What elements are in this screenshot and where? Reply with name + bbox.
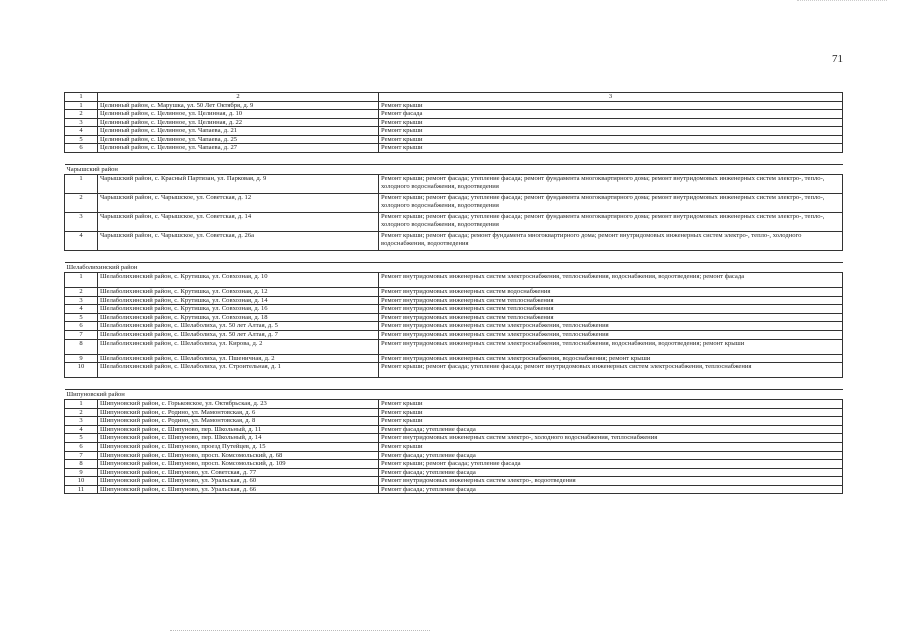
address-cell: Шелаболихинский район, с. Шелаболиха, ул. 50 лет Алтая, д. 5	[98, 322, 379, 331]
work-type-cell: Ремонт внутридомовых инженерных систем электроснабжения, водоснабжения; ремонт крыши	[379, 354, 843, 363]
work-type-cell: Ремонт крыши	[379, 408, 843, 417]
table-row	[65, 339, 843, 354]
work-type-cell: Ремонт внутридомовых инженерных систем электроснабжения, теплоснабжения	[379, 322, 843, 331]
work-type-cell: Ремонт внутридомовых инженерных систем электро-, водоотведения	[379, 477, 843, 486]
address-cell: Чарышский район, с. Чарышское, ул. Советская, д. 14	[98, 213, 379, 232]
work-type-cell: Ремонт крыши	[379, 417, 843, 426]
address-cell: Шелаболихинский район, с. Шелаболиха, ул. Строительная, д. 1	[98, 363, 379, 378]
row-number-cell: 4	[65, 127, 98, 136]
table-row	[65, 451, 843, 460]
row-number-cell: 10	[65, 477, 98, 486]
row-number-cell: 3	[65, 118, 98, 127]
header-col-1: 1	[65, 93, 98, 102]
row-number-cell: 3	[65, 213, 98, 232]
row-number-cell: 9	[65, 468, 98, 477]
section-gap	[65, 153, 843, 165]
scan-edge-mark	[797, 0, 887, 2]
address-cell: Шипуновский район, с. Горьковское, ул. Октябрьская, д. 23	[98, 400, 379, 409]
district-heading-row	[65, 165, 843, 175]
table-row	[65, 330, 843, 339]
address-cell: Целинный район, с. Целинное, ул. Чапаева, д. 21	[98, 127, 379, 136]
address-cell: Шелаболихинский район, с. Шелаболиха, ул. Пшеничная, д. 2	[98, 354, 379, 363]
section-gap-cell	[65, 378, 843, 390]
address-cell: Целинный район, с. Целинное, ул. Целинная, д. 22	[98, 118, 379, 127]
section-gap	[65, 378, 843, 390]
address-cell: Целинный район, с. Марушка, ул. 50 Лет Октября, д. 9	[98, 101, 379, 110]
address-cell: Целинный район, с. Целинное, ул. Чапаева, д. 25	[98, 135, 379, 144]
table-row	[65, 213, 843, 232]
table-row	[65, 305, 843, 314]
scan-artifact	[170, 630, 430, 632]
work-type-cell: Ремонт крыши; ремонт фасада; ремонт фундамента многоквартирного дома; ремонт внутридомовых инженерных систем электро-, тепло-, холодного водоснабжения, водоотведения	[379, 232, 843, 251]
table-row	[65, 460, 843, 469]
address-cell: Шипуновский район, с. Родино, ул. Мамонтовская, д. 6	[98, 408, 379, 417]
section-gap-cell	[65, 153, 843, 165]
work-type-cell: Ремонт фасада; утепление фасада	[379, 425, 843, 434]
table-row	[65, 232, 843, 251]
district-heading: Чарышский район	[65, 165, 843, 175]
row-number-cell: 4	[65, 425, 98, 434]
page-number: 71	[832, 53, 843, 65]
table-body	[65, 93, 843, 494]
header-col-2: 2	[98, 93, 379, 102]
address-cell: Шелаболихинский район, с. Крутишка, ул. Совхозная, д. 16	[98, 305, 379, 314]
table-row	[65, 110, 843, 119]
row-number-cell: 1	[65, 400, 98, 409]
address-cell: Шипуновский район, с. Шипуново, просп. Комсомольский, д. 109	[98, 460, 379, 469]
table-row	[65, 363, 843, 378]
district-heading: Шипуновский район	[65, 390, 843, 400]
work-type-cell: Ремонт внутридомовых инженерных систем электроснабжения, теплоснабжения	[379, 330, 843, 339]
address-cell: Шелаболихинский район, с. Крутишка, ул. Совхозная, д. 12	[98, 288, 379, 297]
header-col-3: 3	[379, 93, 843, 102]
table-row	[65, 194, 843, 213]
row-number-cell: 10	[65, 363, 98, 378]
row-number-cell: 8	[65, 339, 98, 354]
district-heading: Шелаболихинский район	[65, 263, 843, 273]
table-row	[65, 101, 843, 110]
table-row	[65, 175, 843, 194]
address-cell: Шелаболихинский район, с. Шелаболиха, ул. 50 лет Алтая, д. 7	[98, 330, 379, 339]
table-row	[65, 273, 843, 288]
work-type-cell: Ремонт крыши; ремонт фасада; утепление фасада; ремонт фундамента многоквартирного дома; ремонт внутридомовых инженерных систем электро-, тепло-, холодного водоснабжения, водоотведения	[379, 175, 843, 194]
work-type-cell: Ремонт внутридомовых инженерных систем теплоснабжения	[379, 296, 843, 305]
row-number-cell: 1	[65, 101, 98, 110]
work-type-cell: Ремонт крыши; ремонт фасада; утепление фасада; ремонт внутридомовых инженерных систем электроснабжения, теплоснабжения	[379, 363, 843, 378]
work-type-cell: Ремонт крыши; ремонт фасада; утепление фасада; ремонт фундамента многоквартирного дома; ремонт внутридомовых инженерных систем электро-, тепло-, холодного водоснабжения, водоотведения	[379, 213, 843, 232]
section-gap-cell	[65, 251, 843, 263]
work-type-cell: Ремонт внутридомовых инженерных систем теплоснабжения	[379, 305, 843, 314]
work-type-cell: Ремонт фасада	[379, 110, 843, 119]
work-type-cell: Ремонт фасада; утепление фасада	[379, 468, 843, 477]
row-number-cell: 3	[65, 296, 98, 305]
table-row	[65, 434, 843, 443]
address-cell: Целинный район, с. Целинное, ул. Целинная, д. 10	[98, 110, 379, 119]
district-heading-row	[65, 390, 843, 400]
address-cell: Шипуновский район, с. Шипуново, просп. Комсомольский, д. 68	[98, 451, 379, 460]
row-number-cell: 5	[65, 434, 98, 443]
work-type-cell: Ремонт крыши; ремонт фасада; утепление фасада; ремонт фундамента многоквартирного дома; ремонт внутридомовых инженерных систем электро-, тепло-, холодного водоснабжения, водоотведения	[379, 194, 843, 213]
address-cell: Шипуновский район, с. Шипуново, проезд Путейцев, д. 15	[98, 442, 379, 451]
row-number-cell: 2	[65, 110, 98, 119]
table-row	[65, 425, 843, 434]
address-cell: Шипуновский район, с. Шипуново, ул. Советская, д. 77	[98, 468, 379, 477]
row-number-cell: 6	[65, 322, 98, 331]
column-number-header	[65, 93, 843, 102]
work-type-cell: Ремонт внутридомовых инженерных систем водоснабжения	[379, 288, 843, 297]
address-cell: Целинный район, с. Целинное, ул. Чапаева, д. 27	[98, 144, 379, 153]
row-number-cell: 1	[65, 273, 98, 288]
table-row	[65, 408, 843, 417]
work-type-cell: Ремонт крыши; ремонт фасада; утепление фасада	[379, 460, 843, 469]
row-number-cell: 4	[65, 305, 98, 314]
table-row	[65, 144, 843, 153]
row-number-cell: 11	[65, 485, 98, 494]
table-row	[65, 417, 843, 426]
row-number-cell: 2	[65, 408, 98, 417]
work-type-cell: Ремонт внутридомовых инженерных систем электроснабжения, теплоснабжения, водоснабжения, водоотведения; ремонт крыши	[379, 339, 843, 354]
address-cell: Шипуновский район, с. Шипуново, пер. Школьный, д. 11	[98, 425, 379, 434]
work-type-cell: Ремонт внутридомовых инженерных систем теплоснабжения	[379, 313, 843, 322]
work-type-cell: Ремонт внутридомовых инженерных систем электро-, холодного водоснабжения, теплоснабжения	[379, 434, 843, 443]
table-row	[65, 127, 843, 136]
row-number-cell: 3	[65, 417, 98, 426]
work-type-cell: Ремонт крыши	[379, 127, 843, 136]
work-type-cell: Ремонт крыши	[379, 118, 843, 127]
work-type-cell: Ремонт внутридомовых инженерных систем электроснабжения, теплоснабжения, водоснабжения, водоотведения; ремонт фасада	[379, 273, 843, 288]
address-cell: Чарышский район, с. Чарышское, ул. Советская, д. 26а	[98, 232, 379, 251]
table-row	[65, 296, 843, 305]
work-type-cell: Ремонт крыши	[379, 400, 843, 409]
table-row	[65, 135, 843, 144]
row-number-cell: 5	[65, 313, 98, 322]
row-number-cell: 2	[65, 194, 98, 213]
table-row	[65, 468, 843, 477]
table-row	[65, 288, 843, 297]
address-cell: Чарышский район, с. Красный Партизан, ул. Парковая, д. 9	[98, 175, 379, 194]
work-type-cell: Ремонт фасада; утепление фасада	[379, 485, 843, 494]
district-heading-row	[65, 263, 843, 273]
row-number-cell: 7	[65, 451, 98, 460]
work-type-cell: Ремонт крыши	[379, 135, 843, 144]
row-number-cell: 6	[65, 442, 98, 451]
address-cell: Шипуновский район, с. Родино, ул. Мамонтовская, д. 8	[98, 417, 379, 426]
table-row	[65, 400, 843, 409]
row-number-cell: 8	[65, 460, 98, 469]
row-number-cell: 1	[65, 175, 98, 194]
table-row	[65, 313, 843, 322]
address-cell: Шипуновский район, с. Шипуново, ул. Уральская, д. 60	[98, 477, 379, 486]
address-cell: Шелаболихинский район, с. Крутишка, ул. Совхозная, д. 14	[98, 296, 379, 305]
address-cell: Шипуновский район, с. Шипуново, пер. Школьный, д. 14	[98, 434, 379, 443]
row-number-cell: 2	[65, 288, 98, 297]
section-gap	[65, 251, 843, 263]
row-number-cell: 5	[65, 135, 98, 144]
work-type-cell: Ремонт фасада; утепление фасада	[379, 451, 843, 460]
table-row	[65, 118, 843, 127]
row-number-cell: 4	[65, 232, 98, 251]
row-number-cell: 6	[65, 144, 98, 153]
table-row	[65, 322, 843, 331]
work-type-cell: Ремонт крыши	[379, 101, 843, 110]
table-row	[65, 477, 843, 486]
repair-register-table	[64, 92, 843, 494]
row-number-cell: 9	[65, 354, 98, 363]
work-type-cell: Ремонт крыши	[379, 442, 843, 451]
work-type-cell: Ремонт крыши	[379, 144, 843, 153]
address-cell: Шелаболихинский район, с. Крутишка, ул. Совхозная, д. 18	[98, 313, 379, 322]
address-cell: Шелаболихинский район, с. Крутишка, ул. Совхозная, д. 10	[98, 273, 379, 288]
table-row	[65, 485, 843, 494]
address-cell: Шипуновский район, с. Шипуново, ул. Уральская, д. 66	[98, 485, 379, 494]
row-number-cell: 7	[65, 330, 98, 339]
table-row	[65, 354, 843, 363]
address-cell: Чарышский район, с. Чарышское, ул. Советская, д. 12	[98, 194, 379, 213]
table-row	[65, 442, 843, 451]
address-cell: Шелаболихинский район, с. Шелаболиха, ул. Кирова, д. 2	[98, 339, 379, 354]
